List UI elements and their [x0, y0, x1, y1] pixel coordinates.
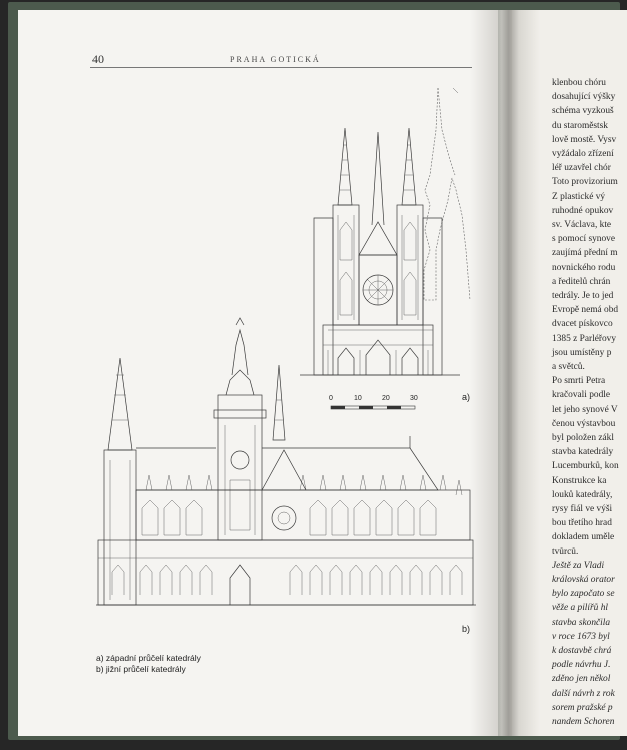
body-text-line: Z plastické vý: [552, 191, 606, 202]
body-text-line: ruhodné opukov: [552, 205, 614, 216]
body-text-line: novnického rodu: [552, 262, 616, 273]
scale-tick-label: 10: [354, 395, 362, 402]
body-text-line: schéma vyzkouš: [552, 106, 614, 117]
body-text-line: dokladem uměle: [552, 532, 615, 543]
body-text-line: další návrh z rok: [552, 688, 615, 699]
body-text-line: Ještě za Vladi: [552, 560, 605, 571]
body-text-line: zděno jen někol: [552, 674, 611, 685]
body-text-line: vyžádalo zřízení: [552, 149, 614, 159]
body-text-line: sorem pražské p: [552, 702, 613, 713]
body-text-line: louků katedrály,: [552, 489, 613, 500]
body-text-line: dosahující výšky: [552, 92, 616, 103]
body-text-line: Konstrukce ka: [552, 475, 607, 486]
body-text-line: a ředitelů chrán: [552, 276, 611, 287]
body-text-line: léř uzavřel chór: [552, 163, 611, 174]
figure-label-b: b): [462, 624, 471, 634]
body-text-line: podle návrhu J.: [552, 660, 611, 671]
page-number: 40: [92, 52, 104, 66]
scale-tick-label: 0: [329, 395, 333, 402]
body-text-line: v roce 1673 byl: [552, 631, 610, 642]
running-head: PRAHA GOTICKÁ: [230, 55, 321, 64]
body-text-line: stavba skončila: [552, 617, 611, 628]
body-text-line: bou třetího hrad: [552, 518, 612, 529]
figure-caption: b) jižní průčelí katedrály: [96, 664, 186, 674]
body-text-line: k dostavbě chrá: [552, 646, 612, 656]
body-text-line: stavba katedrály: [552, 447, 614, 458]
body-text-line: tedrály. Je to jed: [552, 291, 614, 301]
body-text-line: věže a pilířů hl: [552, 603, 608, 614]
body-text-line: a světců.: [552, 362, 585, 372]
body-text-line: nandem Schoren: [552, 717, 615, 727]
body-text-line: Evropě nemá obd: [552, 305, 619, 316]
body-text-line: sv. Václava, kte: [552, 220, 612, 230]
scale-tick-label: 30: [410, 395, 418, 402]
scale-tick-label: 20: [382, 395, 390, 402]
body-text-line: lově mostě. Vysv: [552, 134, 617, 145]
body-text-line: jsou umístěny p: [552, 347, 612, 358]
body-text-line: tvůrců.: [552, 546, 579, 557]
body-text-line: rysy fiál ve výši: [552, 504, 613, 514]
body-text-line: Toto provizorium: [552, 177, 618, 188]
body-text-line: byl položen zákl: [552, 433, 614, 443]
body-text-line: zaujímá přední m: [552, 248, 618, 259]
body-text-line: klenbou chóru: [552, 78, 606, 88]
body-text-line: kračovali podle: [552, 390, 611, 401]
figure-label-a: a): [462, 392, 471, 402]
body-text-line: dvacet pískovco: [552, 319, 613, 330]
body-text-line: čenou výstavbou: [552, 418, 616, 429]
body-text-line: 1385 z Parléřovy: [552, 333, 617, 344]
body-text-line: bylo započato se: [552, 589, 615, 600]
body-text-line: du staroměstsk: [552, 120, 608, 131]
figure-caption: a) západní průčelí katedrály: [96, 653, 201, 663]
body-text-line: Po smrti Petra: [552, 376, 606, 387]
body-text-line: Lucemburků, kon: [552, 461, 619, 472]
body-text-line: královská orator: [552, 575, 615, 585]
body-text-line: s pomocí synove: [552, 234, 616, 245]
body-text-line: let jeho synové V: [552, 404, 618, 415]
